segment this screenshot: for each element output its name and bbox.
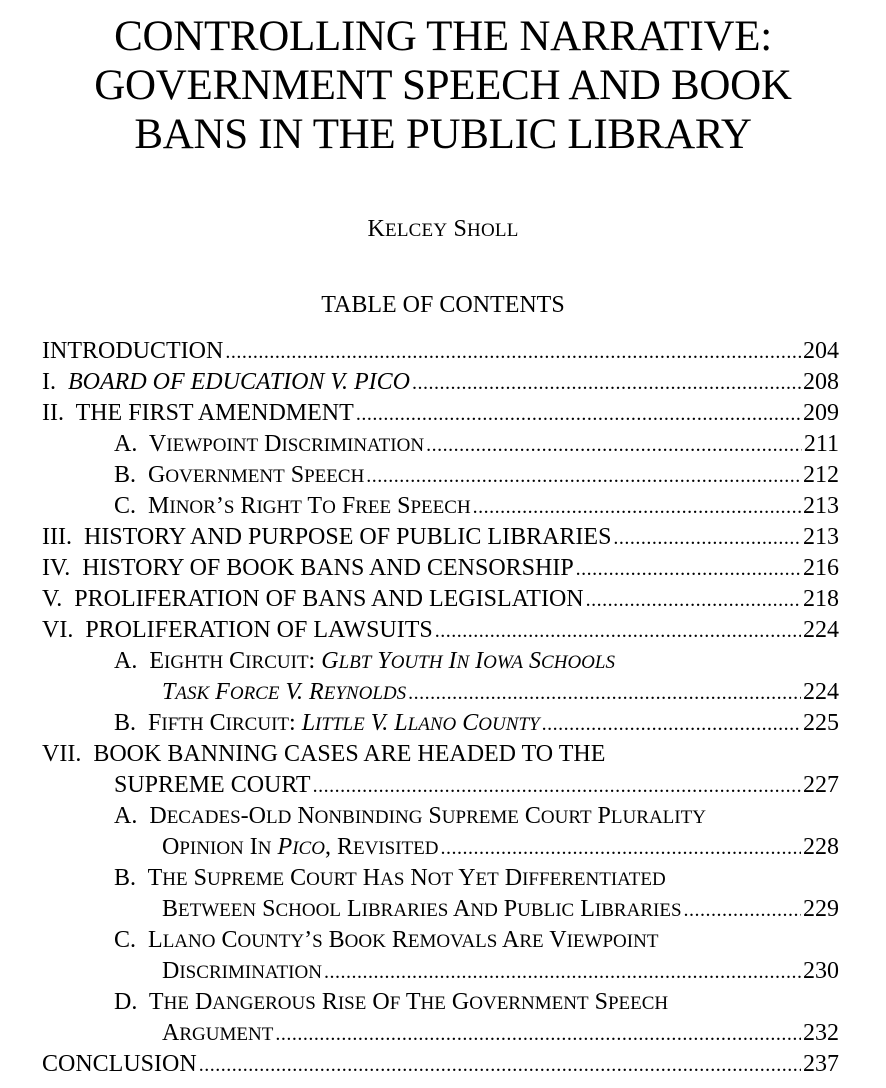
toc-entry-section-2a[interactable] — [42, 429, 839, 460]
dot-leader — [542, 709, 801, 740]
toc-page-number: 230 — [803, 958, 839, 984]
toc-entry-number: II. — [42, 400, 64, 426]
toc-page-number: 237 — [803, 1051, 839, 1077]
toc-entry-title: MINOR’S RIGHT TO FREE SPEECH — [148, 493, 471, 519]
toc-entry-number: D. — [114, 989, 138, 1015]
toc-entry-section-7c-line-1[interactable] — [42, 925, 839, 956]
toc-page-number: 204 — [803, 338, 839, 364]
dot-leader — [440, 833, 801, 864]
toc-heading: TABLE OF CONTENTS — [321, 292, 565, 318]
dot-leader — [473, 492, 801, 523]
toc-entry-title: THE DANGEROUS RISE OF THE GOVERNMENT SPEECH — [148, 989, 669, 1015]
toc-page-number: 213 — [803, 524, 839, 550]
toc-entry-label — [42, 522, 611, 553]
toc-entry-label — [114, 863, 666, 895]
toc-entry-title: BOARD OF EDUCATION V. PICO — [68, 369, 410, 395]
toc-entry-conclusion[interactable] — [42, 1049, 839, 1080]
toc-entry-label — [114, 429, 424, 461]
toc-entry-section-1[interactable] — [42, 367, 839, 398]
toc-entry-section-7a-line-2[interactable] — [42, 832, 839, 863]
toc-entry-title-continued: OPINION IN — [162, 834, 272, 860]
toc-entry-title: PROLIFERATION OF LAWSUITS — [85, 617, 433, 643]
title-line-2: GOVERNMENT SPEECH AND BOOK — [94, 62, 792, 109]
toc-entry-section-7d-line-2[interactable] — [42, 1018, 839, 1049]
toc-entry-label — [114, 646, 615, 678]
toc-page-number: 213 — [803, 493, 839, 519]
title-line-3: BANS IN THE PUBLIC LIBRARY — [134, 111, 752, 158]
dot-leader — [324, 957, 801, 988]
toc-entry-section-4[interactable] — [42, 553, 839, 584]
toc-entry-number: A. — [114, 803, 138, 829]
toc-entry-label — [114, 925, 658, 957]
toc-page-number: 224 — [803, 617, 839, 643]
toc-entry-number: B. — [114, 710, 137, 736]
toc-entry-label — [162, 677, 406, 709]
toc-page-number: 212 — [803, 462, 839, 488]
toc-entry-label — [162, 956, 322, 988]
toc-entry-section-6a-line-2[interactable] — [42, 677, 839, 708]
dot-leader — [356, 399, 801, 430]
title-line-1: CONTROLLING THE NARRATIVE: — [114, 13, 772, 60]
dot-leader — [576, 554, 801, 585]
dot-leader — [313, 771, 801, 802]
toc-entry-section-6b[interactable] — [42, 708, 839, 739]
toc-page-number: 228 — [803, 834, 839, 860]
toc-entry-section-2b[interactable] — [42, 460, 839, 491]
toc-entry-label — [42, 615, 433, 646]
toc-entry-section-3[interactable] — [42, 522, 839, 553]
dot-leader — [684, 895, 801, 926]
toc-entry-title-suffix: , REVISITED — [324, 834, 439, 860]
toc-entry-case-name-continued: TASK FORCE V. REYNOLDS — [162, 679, 407, 705]
toc-entry-title: THE SUPREME COURT HAS NOT YET DIFFERENTIATED — [147, 865, 666, 891]
toc-entry-section-7b-line-1[interactable] — [42, 863, 839, 894]
toc-entry-introduction[interactable] — [42, 336, 839, 367]
toc-entry-number: VI. — [42, 617, 74, 643]
toc-entry-number: V. — [42, 586, 63, 612]
table-of-contents — [42, 336, 839, 1080]
toc-entry-title: EIGHTH CIRCUIT: — [149, 648, 316, 674]
toc-entry-section-7-line-1[interactable] — [42, 739, 839, 770]
dot-leader — [225, 337, 801, 368]
dot-leader — [366, 461, 801, 492]
toc-page-number: 232 — [803, 1020, 839, 1046]
toc-page-number: 211 — [803, 431, 839, 457]
toc-entry-label — [114, 460, 364, 492]
toc-entry-case-name: LITTLE V. LLANO COUNTY — [301, 710, 540, 736]
dot-leader — [435, 616, 801, 647]
toc-entry-number: I. — [42, 369, 56, 395]
toc-entry-number: C. — [114, 493, 137, 519]
toc-entry-number: VII. — [42, 741, 82, 767]
toc-entry-label — [42, 553, 574, 584]
toc-entry-title: BOOK BANNING CASES ARE HEADED TO THE — [93, 741, 606, 767]
toc-entry-label — [162, 1018, 273, 1050]
toc-page-number: 225 — [803, 710, 839, 736]
dot-leader — [199, 1050, 801, 1081]
toc-entry-title: HISTORY AND PURPOSE OF PUBLIC LIBRARIES — [83, 524, 612, 550]
toc-entry-number: A. — [114, 648, 138, 674]
toc-entry-title: THE FIRST AMENDMENT — [75, 400, 354, 426]
toc-entry-number: III. — [42, 524, 72, 550]
toc-page-number: 209 — [803, 400, 839, 426]
toc-page-number: 227 — [803, 772, 839, 798]
toc-entry-section-7b-line-2[interactable] — [42, 894, 839, 925]
toc-entry-case-name: GLBT YOUTH IN IOWA SCHOOLS — [321, 648, 615, 674]
toc-entry-label — [162, 894, 682, 926]
toc-entry-title-continued: BETWEEN SCHOOL LIBRARIES AND PUBLIC LIBRARIES — [162, 896, 682, 922]
toc-entry-label — [114, 987, 668, 1019]
toc-entry-label — [162, 832, 438, 864]
toc-entry-number: A. — [114, 431, 138, 457]
toc-entry-section-7d-line-1[interactable] — [42, 987, 839, 1018]
toc-entry-section-7c-line-2[interactable] — [42, 956, 839, 987]
author-name — [0, 214, 886, 246]
toc-entry-label — [114, 708, 540, 740]
toc-entry-section-7-line-2[interactable] — [42, 770, 839, 801]
toc-page-number: 224 — [803, 679, 839, 705]
author-text: KELCEY SHOLL — [367, 216, 519, 242]
toc-entry-section-6[interactable] — [42, 615, 839, 646]
toc-entry-title: PROLIFERATION OF BANS AND LEGISLATION — [74, 586, 584, 612]
article-title — [0, 12, 886, 159]
dot-leader — [275, 1019, 801, 1050]
toc-entry-label — [42, 739, 605, 770]
toc-page-number: 218 — [803, 586, 839, 612]
toc-entry-section-2c[interactable] — [42, 491, 839, 522]
toc-entry-title: VIEWPOINT DISCRIMINATION — [148, 431, 425, 457]
toc-entry-case-name: PICO — [277, 834, 325, 860]
toc-entry-title: FIFTH CIRCUIT: — [148, 710, 296, 736]
toc-entry-title: HISTORY OF BOOK BANS AND CENSORSHIP — [82, 555, 574, 581]
dot-leader — [586, 585, 801, 616]
toc-entry-title-continued: ARGUMENT — [162, 1020, 274, 1046]
toc-entry-label — [42, 367, 410, 398]
toc-entry-number: C. — [114, 927, 137, 953]
toc-page-number: 229 — [803, 896, 839, 922]
toc-entry-section-2[interactable] — [42, 398, 839, 429]
toc-entry-label: INTRODUCTION — [42, 338, 224, 364]
toc-entry-title: GOVERNMENT SPEECH — [148, 462, 365, 488]
toc-entry-label — [114, 491, 471, 523]
toc-entry-title: DECADES-OLD NONBINDING SUPREME COURT PLURALITY — [149, 803, 706, 829]
dot-leader — [408, 678, 801, 709]
toc-entry-title: LLANO COUNTY’S BOOK REMOVALS ARE VIEWPOINT — [148, 927, 659, 953]
toc-entry-section-6a-line-1[interactable] — [42, 646, 839, 677]
toc-page-number: 208 — [803, 369, 839, 395]
toc-entry-title-continued: DISCRIMINATION — [162, 958, 322, 984]
dot-leader — [613, 523, 801, 554]
toc-entry-section-7a-line-1[interactable] — [42, 801, 839, 832]
toc-entry-number: B. — [114, 865, 137, 891]
toc-entry-label — [42, 584, 584, 615]
toc-page-number: 216 — [803, 555, 839, 581]
toc-entry-label: CONCLUSION — [42, 1051, 197, 1077]
toc-entry-section-5[interactable] — [42, 584, 839, 615]
toc-entry-number: B. — [114, 462, 137, 488]
dot-leader — [426, 430, 802, 461]
dot-leader — [412, 368, 801, 399]
toc-entry-label: SUPREME COURT — [114, 772, 311, 798]
toc-entry-number: IV. — [42, 555, 71, 581]
toc-entry-label — [114, 801, 706, 833]
toc-entry-label — [42, 398, 354, 429]
